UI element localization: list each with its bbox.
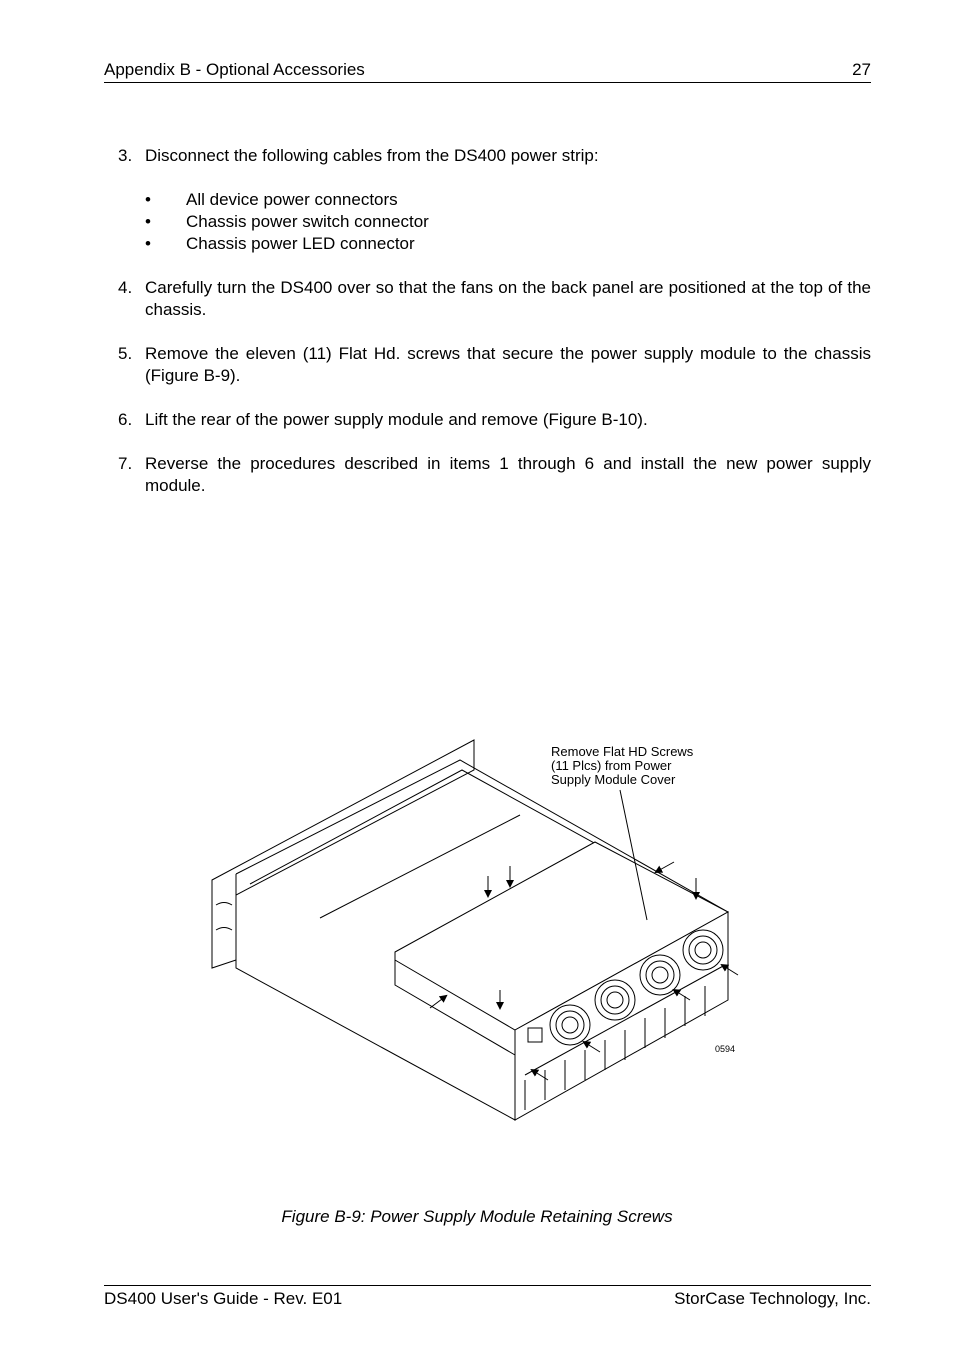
step-text: Remove the eleven (11) Flat Hd. screws that secure the power supply module to the chassis (Figure B-9). xyxy=(145,344,871,385)
step-3 xyxy=(118,145,871,255)
callout-line-1: Remove Flat HD Screws xyxy=(551,744,694,759)
bullet-item: • Chassis power switch connector xyxy=(145,212,429,231)
bullet-list xyxy=(145,189,871,255)
step-number: 5. xyxy=(118,344,133,363)
step-7 xyxy=(118,453,871,497)
step-6 xyxy=(118,409,871,431)
step-number: 7. xyxy=(118,454,133,473)
bullet-item: • All device power connectors xyxy=(145,190,398,209)
procedure-steps xyxy=(118,145,871,519)
page-header xyxy=(104,60,871,83)
step-number: 6. xyxy=(118,410,133,429)
callout-line-2: (11 Plcs) from Power xyxy=(551,758,672,773)
callout-line-3: Supply Module Cover xyxy=(551,772,676,787)
header-title: Appendix B - Optional Accessories xyxy=(104,60,365,79)
page-number: 27 xyxy=(852,60,871,79)
footer-company: StorCase Technology, Inc. xyxy=(674,1289,871,1308)
page-footer xyxy=(104,1285,871,1308)
step-text: Lift the rear of the power supply module and remove (Figure B-10). xyxy=(145,410,648,429)
step-text: Carefully turn the DS400 over so that the fans on the back panel are positioned at the top of the chassis. xyxy=(145,278,871,319)
step-4 xyxy=(118,277,871,321)
footer-doc-title: DS400 User's Guide - Rev. E01 xyxy=(104,1289,343,1308)
step-number: 3. xyxy=(118,146,133,165)
figure-caption: Figure B-9: Power Supply Module Retaining Screws xyxy=(281,1207,673,1226)
figure-id: 0594 xyxy=(715,1044,736,1054)
bullet-item: • Chassis power LED connector xyxy=(145,234,415,253)
step-5 xyxy=(118,343,871,387)
step-number: 4. xyxy=(118,278,133,297)
step-text: Reverse the procedures described in items 1 through 6 and install the new power supply module. xyxy=(145,454,871,495)
step-text: Disconnect the following cables from the DS400 power strip: xyxy=(145,146,599,165)
power-supply-illustration xyxy=(200,730,760,1130)
